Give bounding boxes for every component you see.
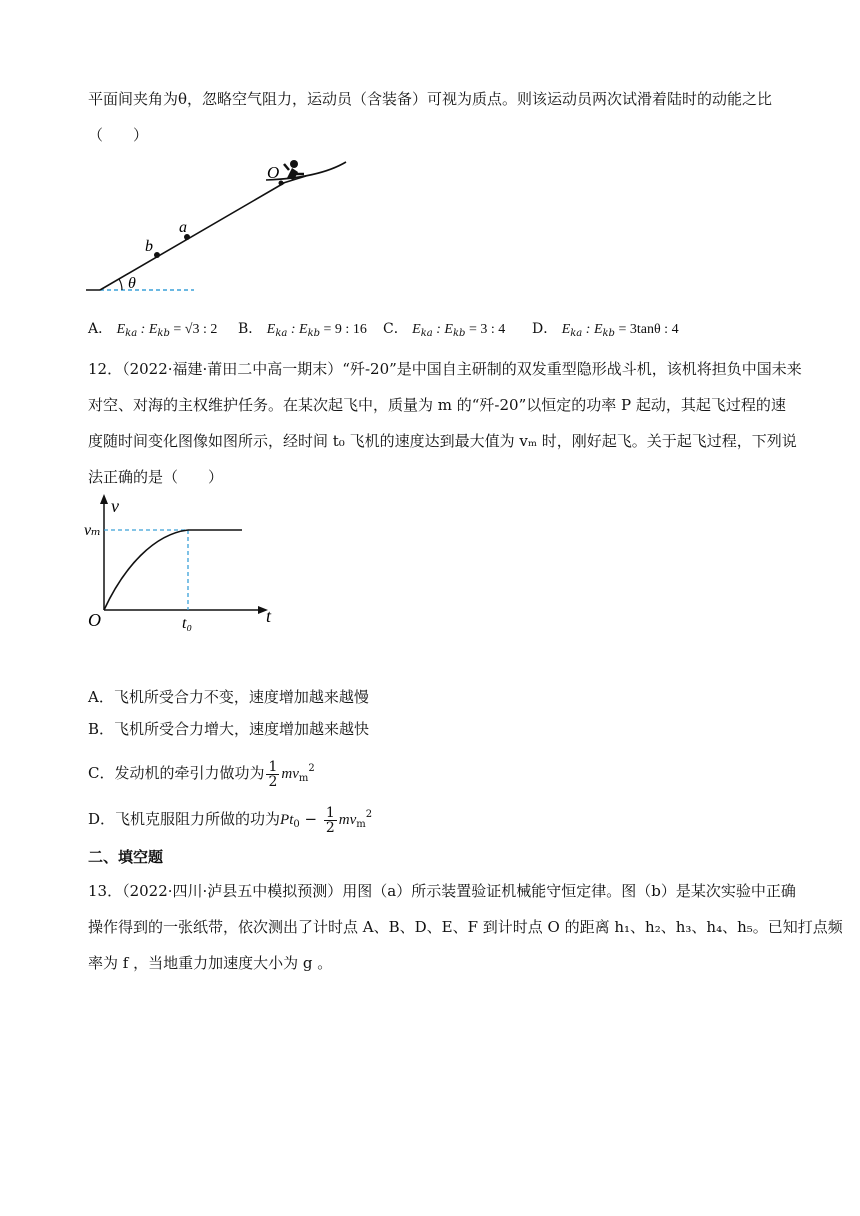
v-axis-arrow (100, 494, 108, 504)
q11-option-c[interactable]: C． $E_{ka}$ : $E_{kb} = 3$ : 4 (383, 321, 506, 339)
label-t: t (266, 606, 272, 626)
skier-icon (280, 160, 306, 184)
point-b (154, 252, 160, 258)
q12-option-d[interactable]: D．飞机克服阻力所做的功为$Pt_0$ − $\frac{1}{2}$ $mv_m^2$ (88, 804, 373, 836)
q12-option-c[interactable]: C．发动机的牵引力做功为 $\frac{1}{2}$ $mv_m^2$ (88, 758, 315, 790)
slope-line (100, 183, 284, 290)
q11-slope-figure (84, 150, 364, 300)
q12-option-b[interactable]: B．飞机所受合力增大，速度增加越来越快 (88, 720, 370, 738)
label-theta: θ (128, 275, 136, 292)
label-t0: t₀ (182, 615, 193, 632)
label-b: b (145, 238, 153, 255)
q13-text-line1: 13．（2022·四川·泸县五中模拟预测）用图（a）所示装置验证机械能守恒定律。图（b）是某次实验中正确 (88, 882, 796, 900)
q11-option-d[interactable]: D． $E_{ka}$ : $E_{kb} = 3\tan\theta$ : 4 (532, 321, 679, 339)
section-title-fill-in: 二、填空题 (88, 848, 164, 866)
label-O: O (267, 163, 280, 182)
label-a: a (179, 219, 187, 236)
q13-text-line3: 率为 f ，当地重力加速度大小为 g 。 (88, 954, 333, 972)
velocity-curve (104, 530, 188, 610)
angle-arc (119, 279, 122, 290)
q12-text-line4: 法正确的是（ ） (88, 468, 224, 486)
q13-text-line2: 操作得到的一张纸带，依次测出了计时点 A、B、D、E、F 到计时点 O 的距离 h₁、h₂、h₃、h₄、h₅。已知打点频 (88, 918, 843, 936)
q12-text-line1: 12．（2022·福建·莆田二中高一期末）“歼-20”是中国自主研制的双发重型隐形战斗机，该机将担负中国未来 (88, 360, 802, 378)
label-origin: O (88, 610, 101, 630)
q11-option-b[interactable]: B． $E_{ka}$ : $E_{kb} = 9$ : 16 (238, 321, 367, 339)
q12-text-line2: 对空、对海的主权维护任务。在某次起飞中，质量为 m 的“歼-20”以恒定的功率 P 起动，其起飞过程的速 (88, 396, 786, 414)
label-vm: vₘ (84, 522, 101, 539)
label-v: v (111, 496, 119, 516)
q11-text-line1: 平面间夹角为θ，忽略空气阻力，运动员（含装备）可视为质点。则该运动员两次试滑着陆时的动能之比 (88, 90, 773, 108)
q12-text-line3: 度随时间变化图像如图所示，经时间 t₀ 飞机的速度达到最大值为 vₘ 时，刚好起飞。关于起飞过程，下列说 (88, 432, 797, 450)
q12-option-a[interactable]: A．飞机所受合力不变，速度增加越来越慢 (88, 688, 369, 706)
q12-vt-graph (84, 492, 284, 632)
q11-option-a[interactable]: A． $E_{ka}$ : $E_{kb} = √3$ : 2 (88, 321, 218, 339)
q11-answer-blank: （ ） (88, 126, 149, 144)
